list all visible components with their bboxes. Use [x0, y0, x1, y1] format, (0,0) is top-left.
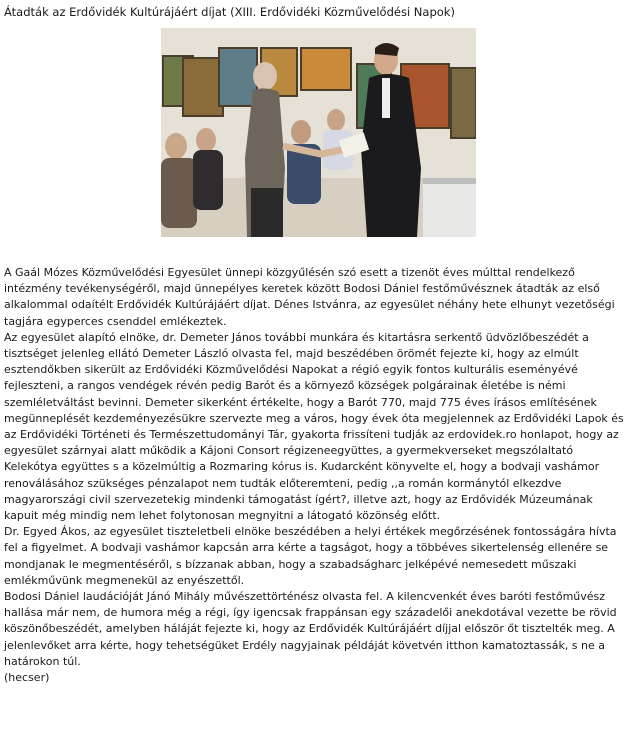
article-paragraph-2: Az egyesület alapító elnöke, dr. Demeter János további munkára és kitartásra serkentő üdvözlőbeszédét a tisztséget jelenleg ellátó Demeter László olvasta fel, majd beszédében örömét fejezte ki, hogy az elmúlt esztendőkben sikerült az Erdővidéki Közművelődési Napokat a régió egyik fontos kulturális eseményévé fejleszteni, a rangos vendégek révén pedig Barót és a környező községek polgárainak életébe is némi szemléletváltást bevinni. Demeter sikerként értékelte, hogy a Barót 770, majd 775 éves írásos említésének megünneplését kezdeményezésükre szervezte meg a város, hogy évek óta megjelennek az Erdővidéki Lapok és az Erdővidéki Történeti és Természettudományi Tár, gyakorta frissíteni tudják az erdovidek.ro honlapot, hogy az egyesület szárnyai alatt működik a Kájoni Consort régizeneegyüttes, a gyermekverseket megszólaltató Kelekótya együttes s a közelmúltig a Rozmaring kórus is. Kudarcként könyvelte el, hogy a bodvaji vashámor renoválásához szükséges pénzalapot nem tudták előteremteni, pedig ,,a román kormánytól elkezdve magyarországi civil szervezetekig mindenki támogatást ígért?, illetve azt, hogy az Erdővidék Múzeumának kapuit még mindig nem lehet folytonosan megnyitni a látogató közönség előtt. [4, 330, 624, 523]
award-ceremony-photo [161, 28, 476, 237]
article-title: Átadták az Erdővidék Kultúrájáért díjat (XIII. Erdővidéki Közművelődési Napok) [4, 5, 455, 19]
article-body [4, 265, 630, 686]
article-paragraph-4: Bodosi Dániel laudációját Jánó Mihály művészettörténész olvasta fel. A kilencvenkét éves baróti festőművész hallása már nem, de humora még a régi, így igencsak frappánsan egy századelői anekdotával vezette be rövid köszönőbeszédét, amelyben háláját fejezte ki, hogy az Erdővidék Kultúrájáért díjjal először őt tisztelték meg. A jelenlevőket arra kérte, hogy tehetségüket Erdély nagyjainak példáját követvén itthon kamatoztassák, s ne a határokon túl. [4, 590, 617, 668]
article-signature: (hecser) [4, 671, 50, 685]
article-paragraph-1: A Gaál Mózes Közművelődési Egyesület ünnepi közgyűlésén szó esett a tizenöt éves múlttal rendelkező intézmény tevékenységéről, majd ünnepélyes keretek között Bodosi Dániel festőművésznek átadták az első alkalommal odaítélt Erdővidék Kultúrájáért díjat. Dénes Istvánra, az egyesület néhány hete elhunyt vezetőségi tagjára egyperces csenddel emlékeztek. [4, 266, 615, 328]
article-paragraph-3: Dr. Egyed Ákos, az egyesület tiszteletbeli elnöke beszédében a helyi értékek megőrzésének fontosságára hívta fel a figyelmet. A bodvaji vashámor kapcsán arra kérte a tagságot, hogy a többéves sikertelenség ellenére se mondjanak le megmentéséről, s bízzanak abban, hogy a szabadságharc jelképévé nemesedett műszaki emlékművünk megmenekül az enyészettől. [4, 525, 617, 587]
article-photo [161, 28, 476, 237]
